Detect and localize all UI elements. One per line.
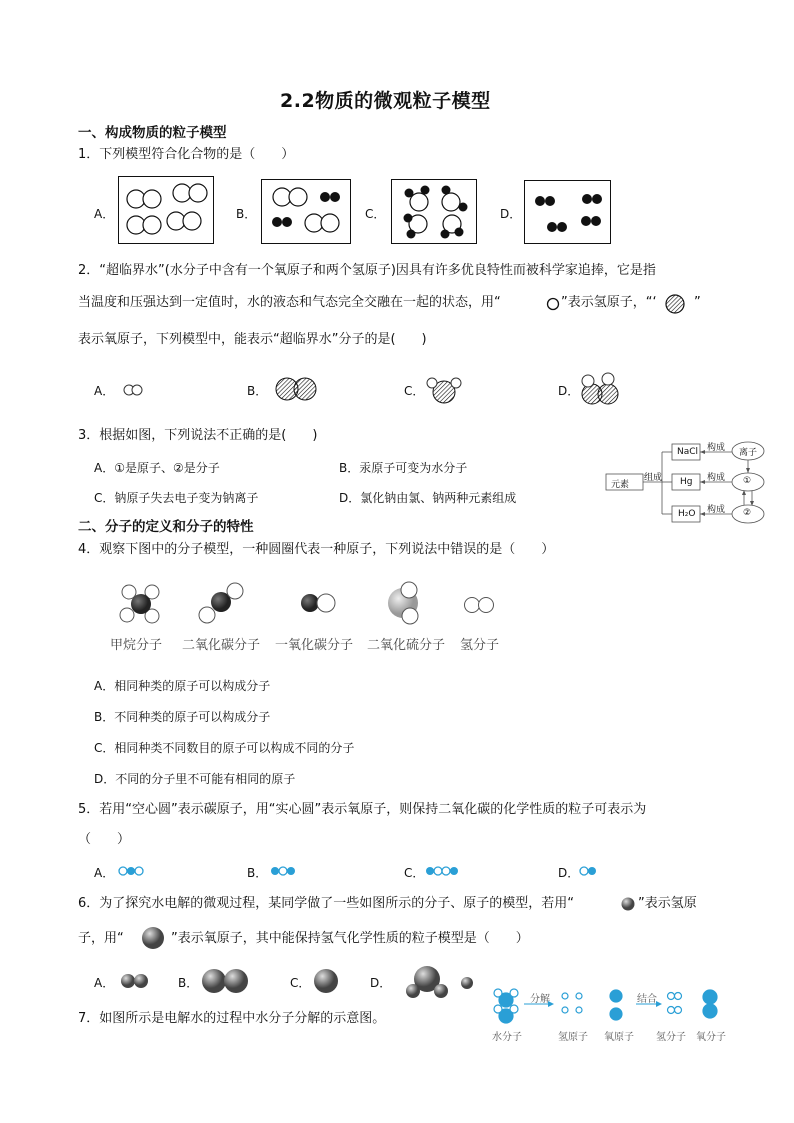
methane-model	[120, 585, 159, 623]
question-4-stem: 4．观察下图中的分子模型，一种圆圈代表一种原子，下列说法中错误的是（ ）	[78, 542, 555, 557]
diagram-nacl-label: NaCl	[677, 447, 699, 457]
diagram-compose-label: 组成	[644, 473, 663, 483]
diagram-ion-label: 离子	[739, 448, 758, 458]
question-6-line-2b: ”表示氧原子，其中能保持氢气化学性质的粒子模型是（ ）	[171, 931, 529, 946]
q7-label-hydrogen-atom: 氢原子	[558, 1032, 588, 1043]
diagram-form-label-1: 构成	[707, 443, 726, 453]
diagram-form-label-3: 构成	[707, 505, 726, 515]
q1-model-a	[118, 176, 214, 244]
q1-model-b	[261, 179, 351, 244]
q6-option-d-label: D．	[370, 976, 392, 990]
q5-option-c-label: C．	[404, 866, 425, 880]
q5-model-d	[578, 865, 602, 877]
q4-label-h2: 氢分子	[460, 638, 500, 653]
q2-option-d-label: D．	[558, 384, 580, 398]
question-6-line-2a: 子，用“	[78, 931, 124, 946]
q5-option-b-label: B．	[247, 866, 268, 880]
diagram-form-label-2: 构成	[707, 473, 726, 483]
diagram-circle-2-label: ②	[743, 508, 752, 518]
question-6-line-1b: ”表示氢原	[638, 896, 697, 911]
q3-option-c: C．钠原子失去电子变为钠离子	[94, 491, 259, 505]
q5-model-a	[117, 865, 147, 877]
question-2-line-2a: 当温度和压强达到一定值时，水的液态和气态完全交融在一起的状态，用“	[78, 295, 501, 310]
q3-option-d: D．氯化钠由氯、钠两种元素组成	[339, 491, 517, 505]
q1-option-a-label: A．	[94, 207, 115, 221]
q2-model-b	[275, 375, 325, 403]
q5-model-b	[269, 865, 299, 877]
q4-option-b: B．不同种类的原子可以构成分子	[94, 710, 271, 724]
q4-option-c: C．相同种类不同数目的原子可以构成不同的分子	[94, 741, 355, 755]
question-3-stem: 3．根据如图，下列说法不正确的是( )	[78, 428, 318, 443]
q6-model-a	[119, 971, 153, 991]
q6-option-b-label: B．	[178, 976, 199, 990]
hydrogen-symbol-icon	[546, 297, 560, 311]
q7-electrolysis-diagram	[488, 984, 738, 1044]
q4-label-co2: 二氧化碳分子	[182, 638, 261, 653]
q1-model-c	[391, 179, 477, 244]
question-5-line-2: （ ）	[78, 832, 131, 847]
q2-option-b-label: B．	[247, 384, 268, 398]
q6-model-d-extra-atom	[459, 975, 479, 991]
q4-molecule-models	[112, 580, 512, 630]
question-7-stem: 7．如图所示是电解水的过程中水分子分解的示意图。	[78, 1011, 386, 1026]
q5-model-c	[424, 865, 464, 877]
q1-model-a-atoms	[119, 177, 213, 243]
q6-model-b	[200, 966, 254, 996]
question-2-line-2c: ”	[694, 295, 701, 310]
q7-label-water-molecule: 水分子	[492, 1032, 522, 1043]
q6-option-a-label: A．	[94, 976, 115, 990]
q1-model-d	[524, 180, 611, 244]
q6-model-d	[403, 963, 453, 1003]
q4-option-d: D．不同的分子里不可能有相同的原子	[94, 772, 296, 786]
q2-option-c-label: C．	[404, 384, 425, 398]
hydrogen-sphere-icon	[620, 896, 636, 912]
page-title: 2.2物质的微观粒子模型	[280, 90, 491, 112]
oxygen-hatched-symbol-icon	[664, 293, 686, 315]
q1-model-c-atoms	[392, 180, 476, 243]
q2-option-a-label: A．	[94, 384, 115, 398]
q3-concept-diagram	[604, 438, 776, 526]
section-heading-2: 二、分子的定义和分子的特性	[78, 519, 254, 535]
diagram-element-label: 元素	[611, 480, 630, 490]
q7-label-hydrogen-molecule: 氢分子	[656, 1032, 686, 1043]
q3-option-b: B．汞原子可变为水分子	[339, 461, 468, 475]
q4-label-so2: 二氧化硫分子	[367, 638, 446, 653]
hydrogen-molecule-model	[465, 598, 494, 613]
q2-model-c	[426, 373, 466, 405]
sulfur-dioxide-model	[388, 582, 418, 624]
q2-model-a	[122, 383, 146, 397]
q7-decompose-label: 分解	[530, 994, 550, 1005]
q7-label-oxygen-molecule: 氧分子	[696, 1032, 726, 1043]
carbon-monoxide-model	[301, 594, 335, 612]
q1-model-b-atoms	[262, 180, 350, 243]
oxygen-sphere-icon	[140, 925, 166, 951]
diagram-hg-label: Hg	[680, 477, 693, 487]
question-2-line-1: 2．“超临界水”(水分子中含有一个氧原子和两个氢原子)因具有许多优良特性而被科学家追捧，它是指	[78, 263, 656, 278]
q1-option-c-label: C．	[365, 207, 386, 221]
q3-option-a: A．①是原子、②是分子	[94, 461, 220, 475]
q1-option-d-label: D．	[500, 207, 522, 221]
diagram-circle-1-label: ①	[743, 476, 752, 486]
q6-option-c-label: C．	[290, 976, 311, 990]
diagram-h2o-label: H₂O	[678, 509, 696, 519]
q4-label-co: 一氧化碳分子	[275, 638, 354, 653]
q4-option-a: A．相同种类的原子可以构成分子	[94, 679, 271, 693]
q1-model-d-atoms	[525, 181, 610, 243]
section-heading-1: 一、构成物质的粒子模型	[78, 125, 227, 141]
carbon-dioxide-model	[199, 583, 243, 623]
question-5-line-1: 5．若用“空心圆”表示碳原子，用“实心圆”表示氧原子，则保持二氧化碳的化学性质的粒子可表示为	[78, 802, 647, 817]
q4-label-methane: 甲烷分子	[110, 638, 163, 653]
q7-combine-label: 结合	[637, 994, 657, 1005]
question-6-line-1a: 6．为了探究水电解的微观过程，某同学做了一些如图所示的分子、原子的模型，若用“	[78, 896, 575, 911]
question-1-stem: 1．下列模型符合化合物的是（ ）	[78, 147, 295, 162]
q6-model-c	[312, 967, 342, 995]
q2-model-d	[578, 370, 622, 406]
q5-option-d-label: D．	[558, 866, 580, 880]
q7-label-oxygen-atom: 氧原子	[604, 1032, 634, 1043]
question-2-line-3: 表示氧原子，下列模型中，能表示“超临界水”分子的是( )	[78, 332, 427, 347]
q5-option-a-label: A．	[94, 866, 115, 880]
question-2-line-2b: ”表示氢原子，“‘	[561, 295, 657, 310]
q1-option-b-label: B．	[236, 207, 257, 221]
